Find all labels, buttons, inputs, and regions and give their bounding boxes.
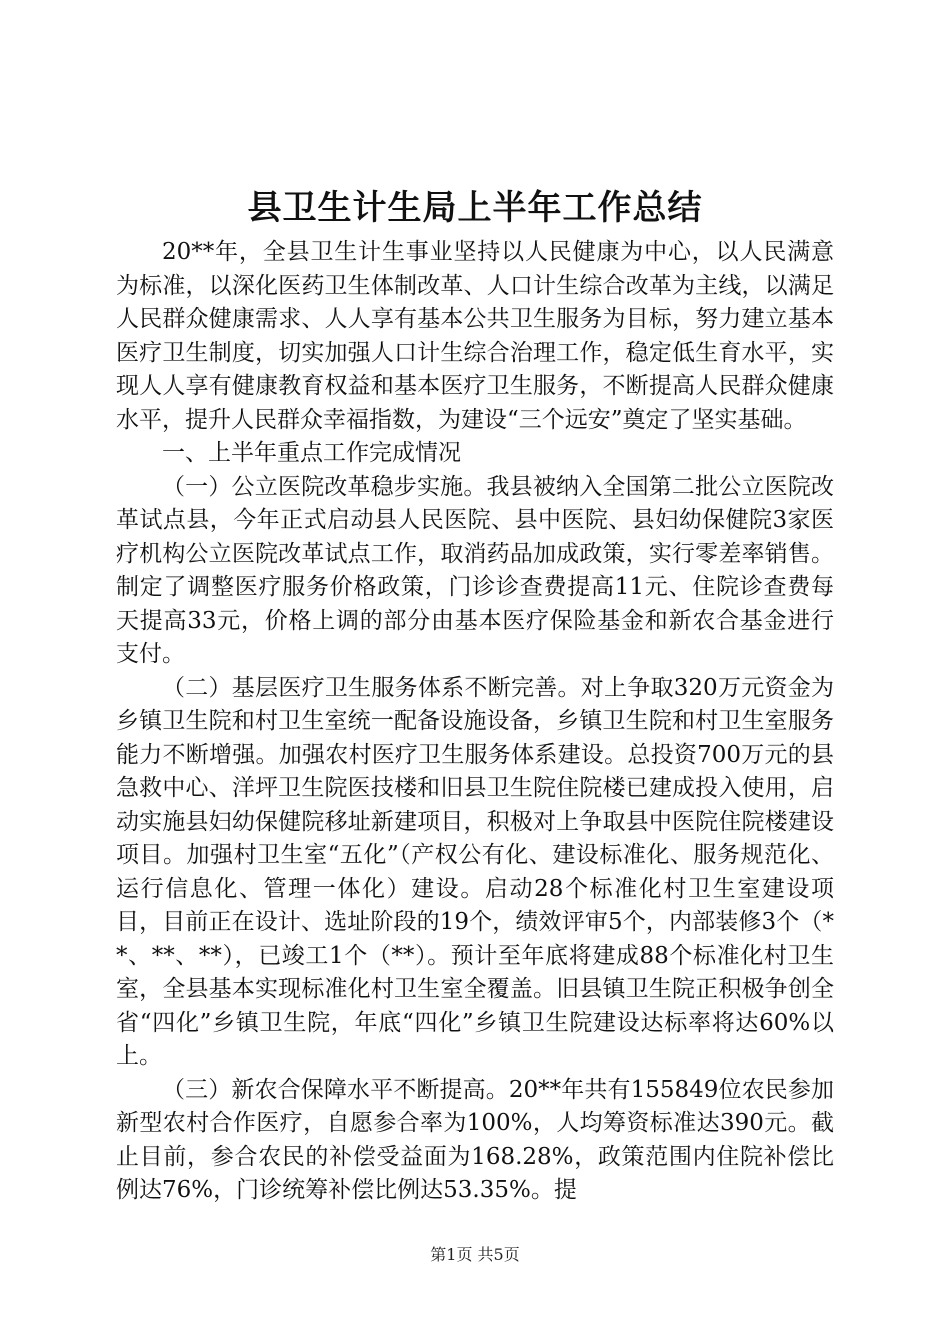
page-number-footer: 第1页 共5页 bbox=[430, 1245, 520, 1264]
paragraph-grassroots-medical-system: （二）基层医疗卫生服务体系不断完善。对上争取320万元资金为乡镇卫生院和村卫生室统一配备设施设备，乡镇卫生院和村卫生室服务能力不断增强。加强农村医疗卫生服务体系建设。总投资700万元的县急救中心、洋坪卫生院医技楼和旧县卫生院住院楼已建成投入使用，启动实施县妇幼保健院移址新建项目，积极对上争取县中医院住院楼建设项目。加强村卫生室“五化”（产权公有化、建设标准化、服务规范化、运行信息化、管理一体化）建设。启动28个标准化村卫生室建设项目，目前正在设计、选址阶段的19个，绩效评审5个，内部装修3个（**、**、**），已竣工1个（**）。预计至年底将建成88个标准化村卫生室，全县基本实现标准化村卫生室全覆盖。旧县镇卫生院正积极争创全省“四化”乡镇卫生院，年底“四化”乡镇卫生院建设达标率将达60%以上。 bbox=[116, 674, 834, 1069]
intro-paragraph: 20**年，全县卫生计生事业坚持以人民健康为中心，以人民满意为标准，以深化医药卫生体制改革、人口计生综合改革为主线，以满足人民群众健康需求、人人享有基本公共卫生服务为目标，努力建立基本医疗卫生制度，切实加强人口计生综合治理工作，稳定低生育水平，实现人人享有健康教育权益和基本医疗卫生服务，不断提高人民群众健康水平，提升人民群众幸福指数，为建设“三个远安”奠定了坚实基础。 bbox=[116, 239, 834, 433]
document-title: 县卫生计生局上半年工作总结 bbox=[247, 188, 703, 228]
paragraph-rural-cooperative-medical: （三）新农合保障水平不断提高。20**年共有155849位农民参加新型农村合作医疗，自愿参合率为100%，人均筹资标准达390元。截止目前，参合农民的补偿受益面为168.28%，政策范围内住院补偿比例达76%，门诊统筹补偿比例达53.35%。提 bbox=[116, 1076, 834, 1203]
document-body bbox=[116, 236, 834, 1208]
paragraph-public-hospital-reform: （一）公立医院改革稳步实施。我县被纳入全国第二批公立医院改革试点县，今年正式启动县人民医院、县中医院、县妇幼保健院3家医疗机构公立医院改革试点工作，取消药品加成政策，实行零差率销售。制定了调整医疗服务价格政策，门诊诊查费提高11元、住院诊查费每天提高33元，价格上调的部分由基本医疗保险基金和新农合基金进行支付。 bbox=[116, 473, 834, 667]
section-heading: 一、上半年重点工作完成情况 bbox=[162, 440, 461, 466]
